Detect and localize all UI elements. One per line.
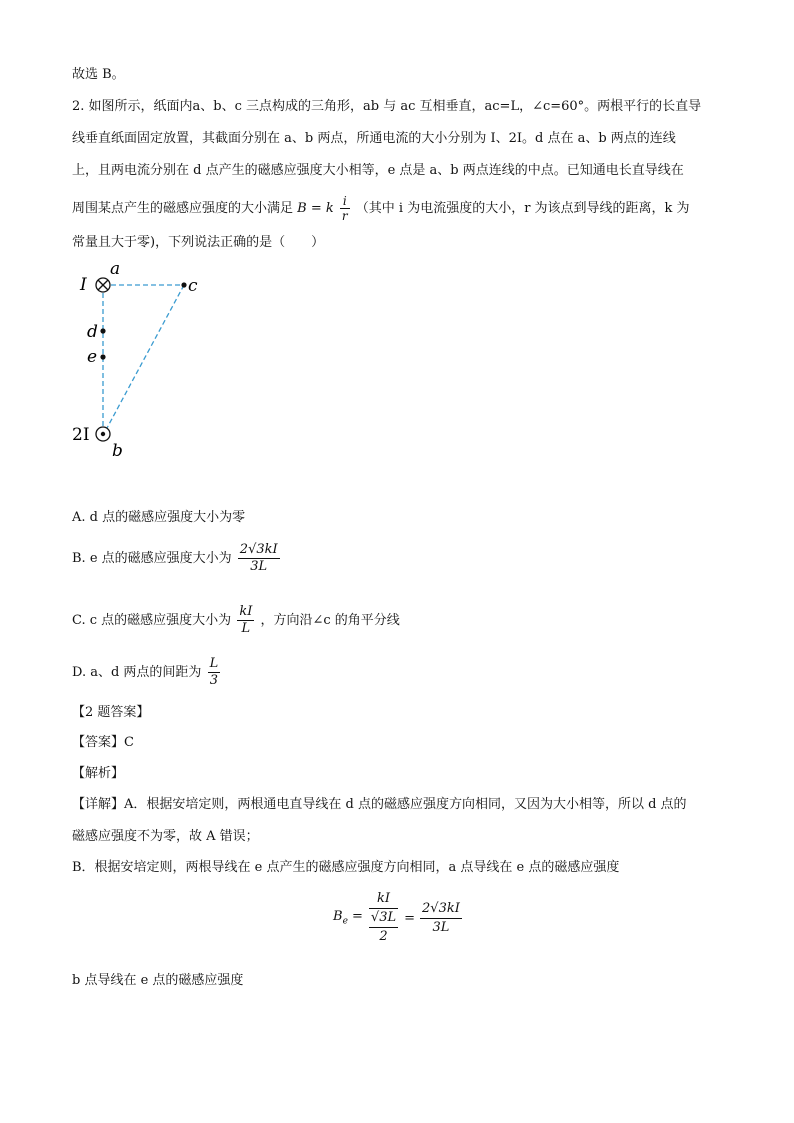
point-d [100,328,105,333]
formula-be-equals: = [404,910,416,926]
option-d [72,654,222,692]
label-c: c [188,276,198,296]
formula-r: r [341,209,348,223]
option-c-denominator: L [241,621,251,636]
question-line-1: 2. 如图所示，纸面内a、b、c 三点构成的三角形，ab 与 ac 互相垂直，ac=L，∠c=60°。两根平行的长直导 [72,99,702,114]
question-line-2: 线垂直纸面固定放置，其截面分别在 a、b 两点，所通电流的大小分别为 I、2I。d 点在 a、b 两点的连线 [72,131,676,146]
formula-be-lhs: B [333,909,343,925]
option-a: A. d 点的磁感应强度大小为零 [72,510,246,525]
point-e [100,354,105,359]
intro-text: 故选 B。 [72,67,125,82]
formula-be-inner-fraction [369,909,398,946]
triangle-figure [66,258,216,464]
figure-lines [103,285,184,434]
formula-be-compound-fraction [367,890,400,946]
formula-be-rhs [419,890,463,946]
label-a: a [110,259,121,279]
option-b-fraction [238,542,280,575]
option-c-text: C. c 点的磁感应强度大小为 [72,613,232,628]
option-d-fraction [208,656,221,689]
wire-b-out-of-page-icon [96,427,110,441]
segment-bc [107,285,184,428]
detail-line-3: B．根据安培定则，两根导线在 e 点产生的磁感应强度方向相同，a 点导线在 e 点的磁感应强度 [72,860,620,875]
label-2I: 2I [72,425,90,445]
formula-be [333,890,463,946]
question-line-4-pre: 周围某点产生的磁感应强度的大小满足 [72,201,294,216]
answer-label: 【答案】C [72,735,134,750]
formula-i-over-r [340,194,350,223]
formula-be-inner-den: 2 [379,929,388,944]
point-c [181,282,186,287]
option-c-numerator: kI [239,604,253,619]
formula-be-rhs-den: 3L [432,919,450,935]
label-b: b [112,441,123,461]
label-d: d [87,322,98,342]
question-line-4-post: （其中 i 为电流强度的大小，r 为该点到导线的距离，k 为 [355,201,690,216]
option-b-denominator: 3L [250,559,268,574]
option-d-text: D. a、d 两点的间距为 [72,665,202,680]
option-d-numerator: L [209,656,219,671]
option-b [72,540,282,578]
formula-b-equals-k: B = k [297,201,334,216]
question-line-5: 常量且大于零)，下列说法正确的是（ ） [72,235,325,250]
label-I: I [80,275,87,295]
wire-a-into-page-icon [96,278,110,292]
option-c [72,602,400,640]
formula-be-lhs-cell: $B_e$ = [333,909,363,927]
option-d-denominator: 3 [209,673,219,688]
question-line-4 [72,192,690,226]
option-b-numerator: 2√3kI [239,542,278,557]
label-e: e [87,347,98,367]
option-c-fraction [237,604,254,637]
option-c-post: ，方向沿∠c 的角平分线 [260,613,400,628]
formula-be-top-num: kI [369,890,398,909]
formula-be-rhs-num: 2√3kI [420,900,462,919]
analysis-label: 【解析】 [72,766,125,781]
question-line-3: 上，且两电流分别在 d 点产生的磁感应强度大小相等，e 点是 a、b 两点连线的中点。已知通电长直导线在 [72,163,684,178]
detail-line-2: 磁感应强度不为零，故 A 错误； [72,829,259,844]
option-b-text: B. e 点的磁感应强度大小为 [72,551,232,566]
formula-be-sub: e [342,916,348,927]
detail-line-4: b 点导线在 e 点的磁感应强度 [72,973,244,988]
formula-i: i [340,194,350,209]
formula-be-inner-num: √3L [369,909,398,928]
detail-line-1: 【详解】A．根据安培定则，两根通电直导线在 d 点的磁感应强度方向相同，又因为大小相等，所以 d 点的 [72,797,687,812]
answer-section-header: 【2 题答案】 [72,705,150,720]
formula-be-table [333,890,463,946]
